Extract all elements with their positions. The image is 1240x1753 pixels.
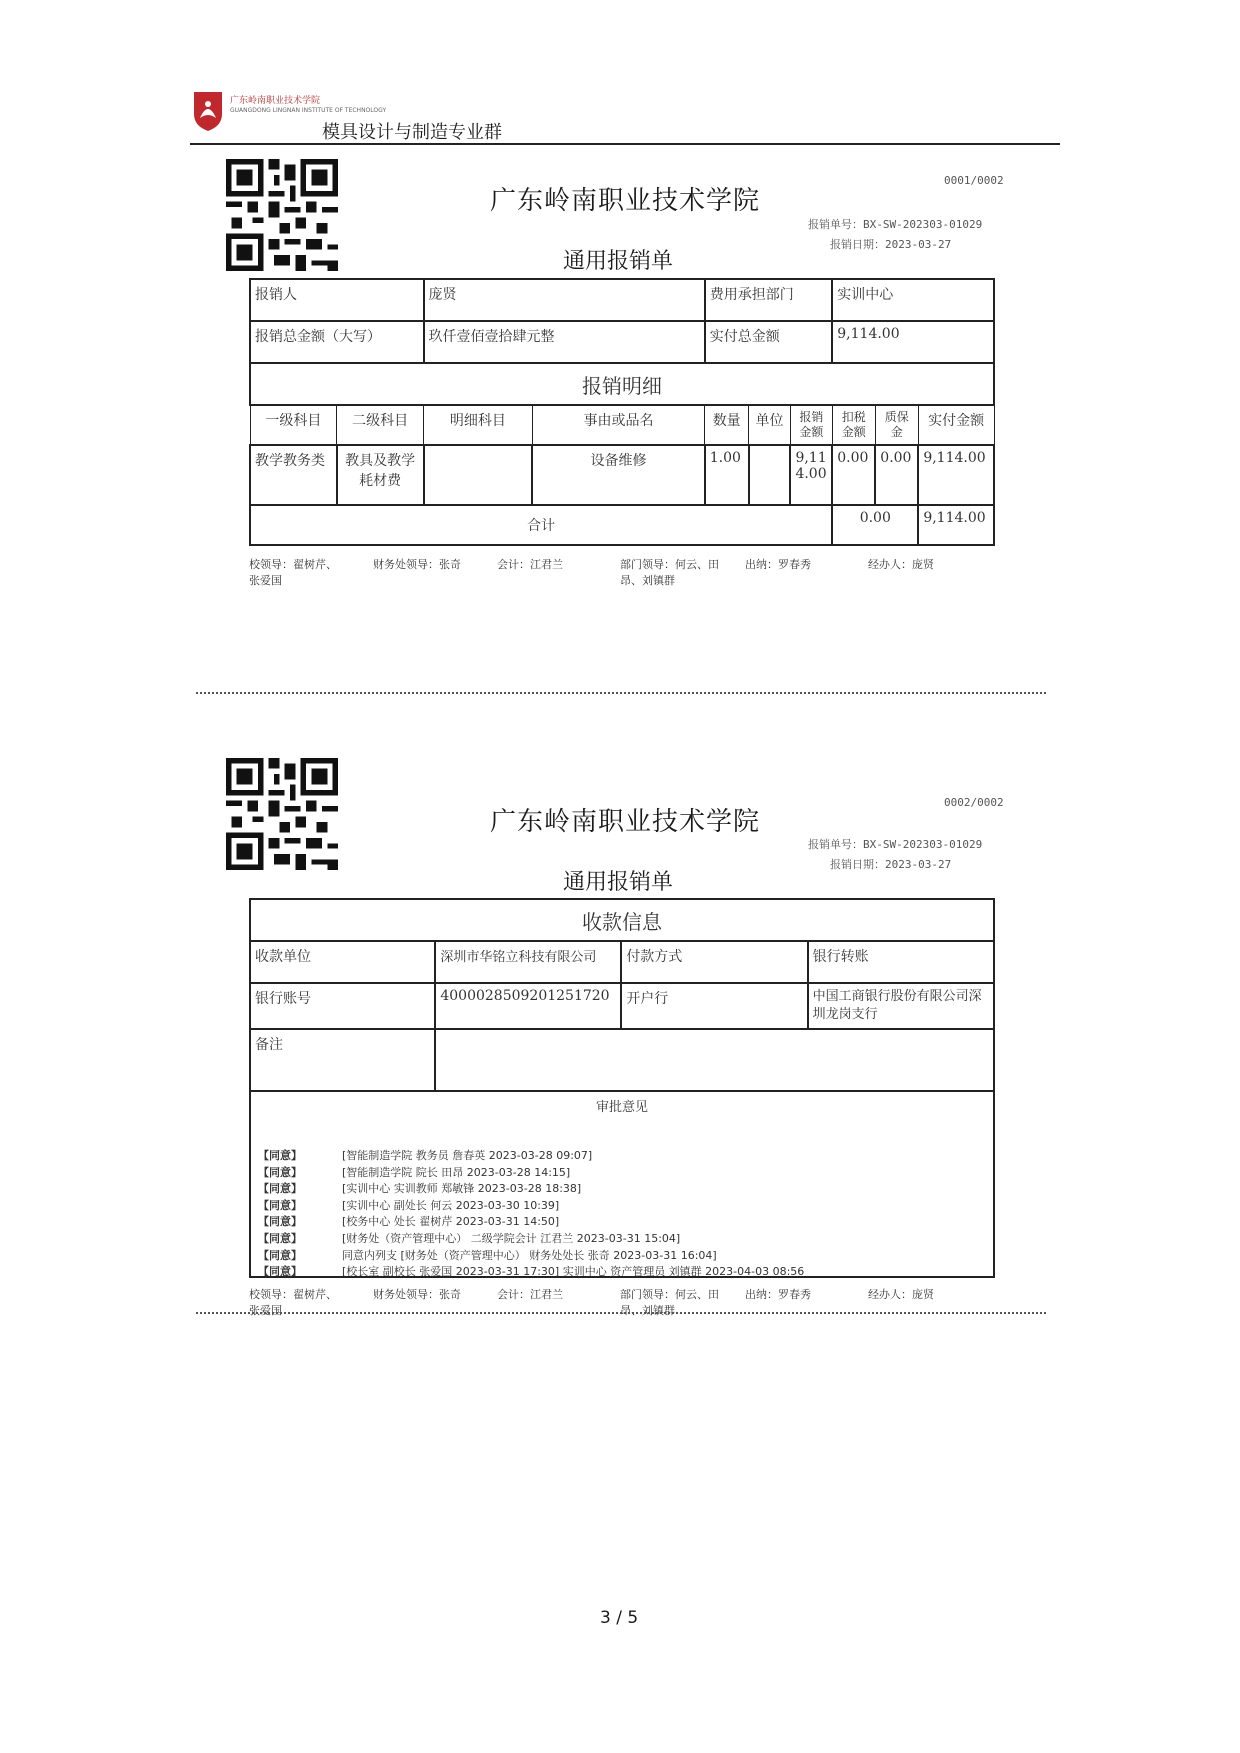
- document-number: 报销单号：BX-SW-202303-01029: [808, 218, 983, 231]
- table-row: [250, 445, 994, 505]
- school-title: 广东岭南职业技术学院: [490, 186, 761, 216]
- document-number: 报销单号：BX-SW-202303-01029: [808, 838, 983, 851]
- signature-accountant: 会计：江君兰: [497, 1288, 563, 1301]
- list-item: 【同意】 同意内列支 [财务处（资产管理中心） 财务处处长 张奇 2023-03-31 16:04]: [258, 1248, 717, 1262]
- total-upper-label: 报销总金额（大写）: [250, 321, 424, 363]
- list-item: 【同意】 [智能制造学院 教务员 詹春英 2023-03-28 09:07]: [258, 1149, 593, 1162]
- paid-total-label: 实付总金额: [705, 321, 833, 363]
- account-value: 4000028509201251720: [435, 983, 621, 1029]
- list-item: 【同意】 [校务中心 处长 翟树芹 2023-03-31 14:50]: [258, 1215, 560, 1229]
- list-item: 【同意】 [实训中心 副处长 何云 2023-03-30 10:39]: [258, 1198, 560, 1212]
- sum-tax: 0.00: [832, 505, 918, 545]
- page-number: 0001/0002: [944, 174, 1004, 187]
- document-date: 报销日期：2023-03-27: [830, 858, 952, 871]
- signature-handler: 经办人：庞贤: [868, 1288, 934, 1301]
- cell-retention: 0.00: [875, 445, 918, 505]
- cell-level2: 教具及教学耗材费: [337, 445, 424, 505]
- signature-accountant: 会计：江君兰: [497, 558, 563, 571]
- col-level1: 一级科目: [250, 405, 337, 445]
- col-quantity: 数量: [705, 405, 749, 445]
- dept-label: 费用承担部门: [705, 279, 833, 321]
- cell-quantity: 1.00: [705, 445, 749, 505]
- remark-value: [435, 1029, 994, 1091]
- remark-label: 备注: [250, 1029, 435, 1091]
- cell-amount: 9,114.00: [790, 445, 832, 505]
- logo-text: 广东岭南职业技术学院 GUANGDONG LINGNAN INSTITUTE OF TECHNOLOGY: [230, 96, 387, 114]
- pay-method-value: 银行转账: [808, 941, 994, 983]
- list-item: 【同意】 [校长室 副校长 张爱国 2023-03-31 17:30] 实训中心 资产管理员 刘镇群 2023-04-03 08:56: [258, 1265, 805, 1279]
- cut-line: [196, 1312, 1046, 1314]
- header-divider: [190, 143, 1060, 145]
- sum-label: 合计: [250, 505, 832, 545]
- sum-paid: 9,114.00: [918, 505, 994, 545]
- paid-total-value: 9,114.00: [832, 321, 994, 363]
- col-retention: 质保金: [875, 405, 918, 445]
- approval-heading: 审批意见: [250, 1091, 994, 1277]
- cell-detail: [424, 445, 533, 505]
- signature-finance-leader: 财务处领导：张奇: [373, 558, 461, 571]
- form-title: 通用报销单: [563, 249, 674, 274]
- col-level2: 二级科目: [337, 405, 424, 445]
- details-heading: 报销明细: [250, 363, 994, 405]
- cell-tax: 0.00: [832, 445, 875, 505]
- signature-cashier: 出纳：罗春秀: [745, 558, 811, 571]
- document-date: 报销日期：2023-03-27: [830, 238, 952, 251]
- dept-value: 实训中心: [832, 279, 994, 321]
- list-item: 【同意】 [财务处（资产管理中心） 二级学院会计 江君兰 2023-03-31 15:04]: [258, 1231, 681, 1245]
- cell-reason: 设备维修: [532, 445, 704, 505]
- payee-label: 收款单位: [250, 941, 435, 983]
- school-title: 广东岭南职业技术学院: [490, 807, 761, 837]
- signature-school-leader: 校领导：翟树芹、张爱国: [249, 558, 337, 587]
- signature-cashier: 出纳：罗春秀: [745, 1288, 811, 1301]
- col-paid: 实付金额: [918, 405, 994, 445]
- cell-paid: 9,114.00: [918, 445, 994, 505]
- payee-value: 深圳市华铭立科技有限公司: [435, 941, 621, 983]
- col-amount: 报销金额: [790, 405, 832, 445]
- approval-opinions: [258, 1148, 804, 1281]
- cut-line: [196, 692, 1046, 694]
- page-indicator: 3 / 5: [600, 1608, 639, 1628]
- signature-school-leader: 校领导：翟树芹、张爱国: [249, 1288, 337, 1317]
- pay-method-label: 付款方式: [621, 941, 807, 983]
- signature-dept-leader: 部门领导：何云、田昂、刘镇群: [620, 558, 719, 587]
- applicant-label: 报销人: [250, 279, 424, 321]
- account-label: 银行账号: [250, 983, 435, 1029]
- col-unit: 单位: [749, 405, 791, 445]
- list-item: 【同意】 [实训中心 实训教师 郑敏锋 2023-03-28 18:38]: [258, 1182, 582, 1196]
- col-tax: 扣税金额: [832, 405, 875, 445]
- total-upper-value: 玖仟壹佰壹拾肆元整: [424, 321, 705, 363]
- form-title: 通用报销单: [563, 870, 674, 895]
- school-logo: [192, 90, 224, 132]
- bank-label: 开户行: [621, 983, 807, 1029]
- col-detail: 明细科目: [424, 405, 533, 445]
- reimbursement-table: [249, 278, 995, 546]
- col-reason: 事由或品名: [532, 405, 704, 445]
- signature-handler: 经办人：庞贤: [868, 558, 934, 571]
- bank-value: 中国工商银行股份有限公司深圳龙岗支行: [808, 983, 994, 1029]
- page-number: 0002/0002: [944, 796, 1004, 809]
- applicant-value: 庞贤: [424, 279, 705, 321]
- cell-level1: 教学教务类: [250, 445, 337, 505]
- qr-code-icon: [226, 159, 338, 271]
- list-item: 【同意】 [智能制造学院 院长 田昂 2023-03-28 14:15]: [258, 1165, 571, 1179]
- header-group-name: 模具设计与制造专业群: [322, 122, 502, 143]
- signature-dept-leader: 部门领导：何云、田昂、刘镇群: [620, 1288, 719, 1317]
- signature-finance-leader: 财务处领导：张奇: [373, 1288, 461, 1301]
- qr-code-icon: [226, 758, 338, 870]
- cell-unit: [749, 445, 791, 505]
- payee-heading: 收款信息: [250, 899, 994, 941]
